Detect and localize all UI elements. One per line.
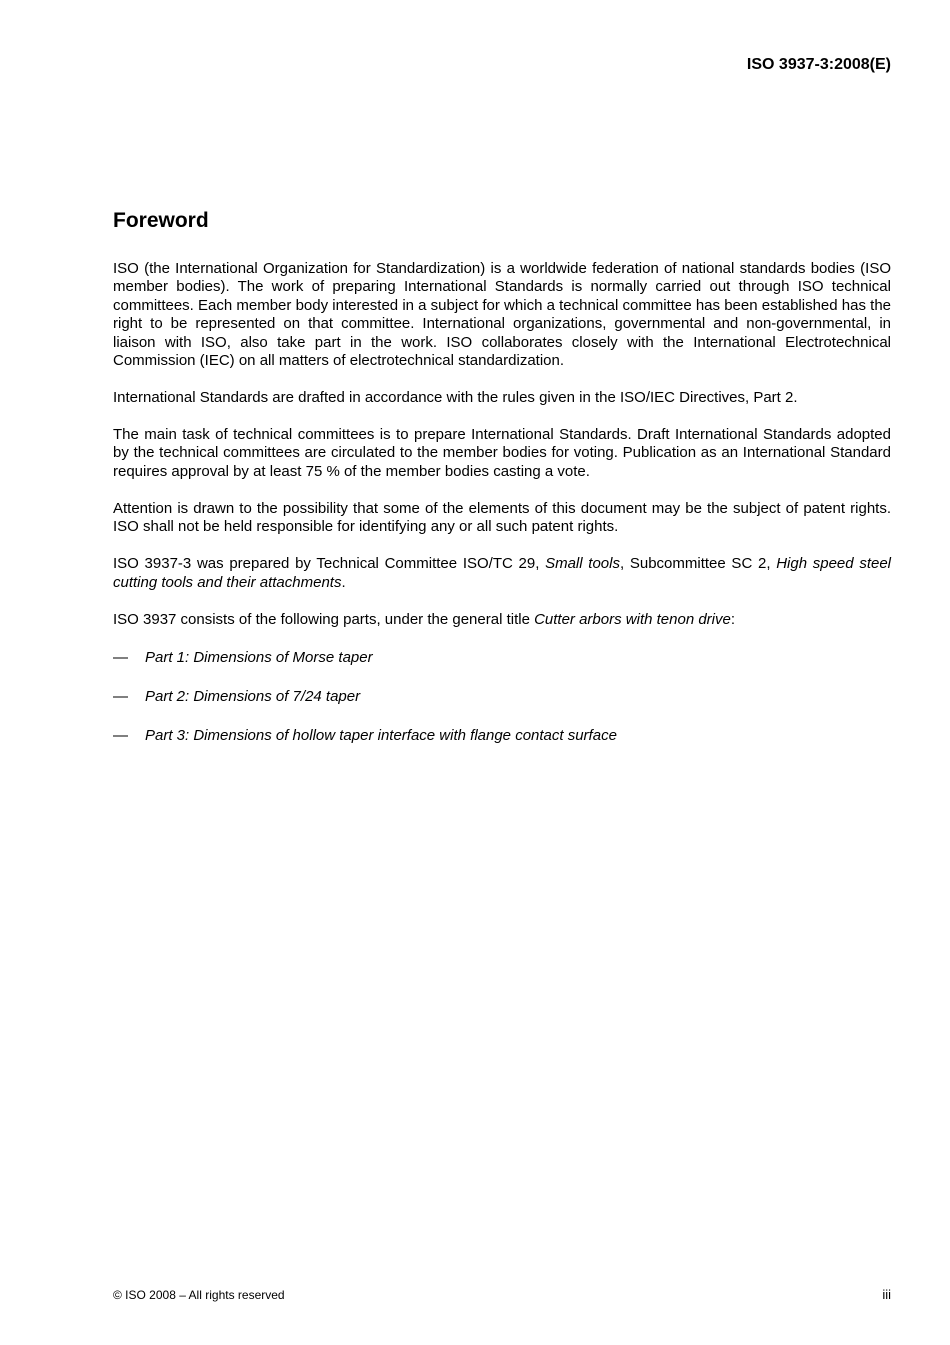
text: : (730, 610, 736, 628)
text: . (341, 573, 346, 591)
general-title: Cutter arbors with tenon drive (534, 610, 731, 628)
paragraph: ISO (the International Organization for Standardization) is a worldwide federation of national standards bodies (ISO member bodies). The work of preparing International Standards is normally carried out through ISO technical committees. Each member body interested in a subject for which a technical committee has been established has the right to be represented on that committee. International organizations, governmental and non-governmental, in liaison with ISO, also take part in the work. ISO collaborates closely with the International Electrotechnical Commission (IEC) on all matters of electrotechnical standardization. (113, 260, 891, 370)
paragraph (113, 611, 891, 629)
paragraph: Attention is drawn to the possibility that some of the elements of this document may be the subject of patent rights. ISO shall not be held responsible for identifying any or all such patent rights. (113, 499, 891, 536)
copyright-footer: © ISO 2008 – All rights reserved (113, 1288, 285, 1302)
text: , Subcommittee SC 2, (619, 555, 777, 573)
part-title: Part 3: Dimensions of hollow taper interface with flange contact surface (145, 726, 617, 744)
part-title: Part 1: Dimensions of Morse taper (145, 649, 373, 667)
committee-name: Small tools (545, 555, 620, 573)
dash-bullet: — (113, 687, 128, 705)
text: ISO 3937 consists of the following parts, under the general title (113, 610, 535, 628)
list-item (113, 688, 891, 706)
subcommittee-name: High speed steel cutting tools and their attachments (113, 555, 891, 591)
page-title: Foreword (113, 209, 209, 232)
paragraph: The main task of technical committees is to prepare International Standards. Draft International Standards adopted by the technical committees are circulated to the member bodies for voting. Publication as an International Standard requires approval by at least 75 % of the member bodies casting a vote. (113, 426, 891, 480)
paragraph: International Standards are drafted in accordance with the rules given in the ISO/IEC Directives, Part 2. (113, 389, 798, 407)
foreword-body (113, 260, 891, 765)
list-item (113, 649, 891, 667)
text: ISO 3937-3 was prepared by Technical Committee ISO/TC 29, (113, 555, 546, 573)
dash-bullet: — (113, 649, 128, 667)
part-title: Part 2: Dimensions of 7/24 taper (145, 687, 361, 705)
page-number: iii (882, 1287, 891, 1302)
list-item (113, 727, 891, 745)
document-id-header: ISO 3937-3:2008(E) (746, 56, 891, 73)
paragraph (113, 555, 891, 592)
dash-bullet: — (113, 726, 128, 744)
